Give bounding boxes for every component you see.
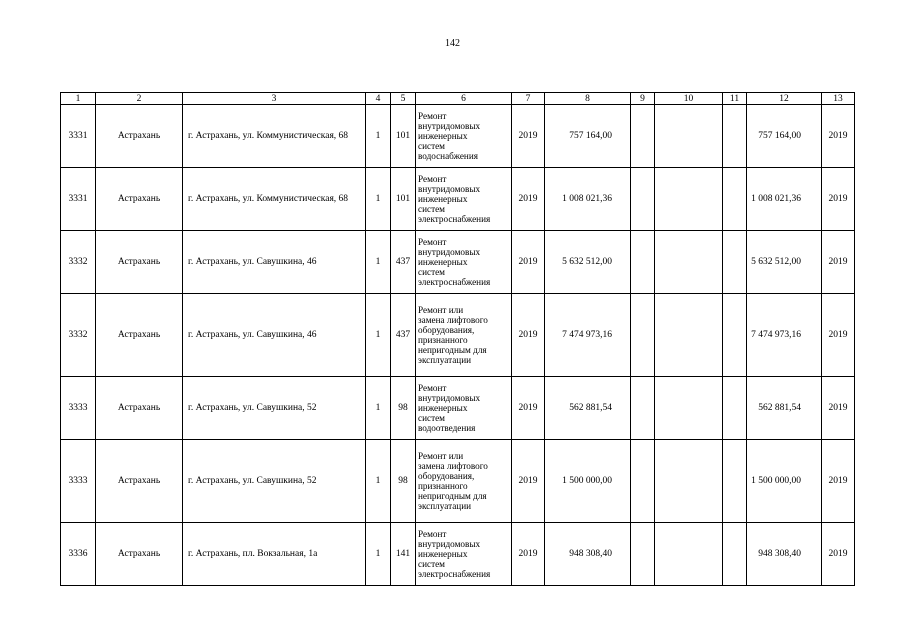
work-type-line: инженерных [418,257,468,267]
col4-cell: 1 [366,440,391,523]
col9-cell [631,523,655,586]
col11-cell [723,294,747,377]
year-end-cell: 2019 [822,168,855,231]
work-type-line: систем [418,204,445,214]
year-cell: 2019 [512,377,545,440]
year-end-cell: 2019 [822,294,855,377]
municipality-cell: Астрахань [96,377,183,440]
col10-cell [655,440,723,523]
col9-cell [631,105,655,168]
work-type-line: инженерных [418,194,468,204]
house-id-cell: 3332 [61,294,96,377]
work-type-line: эксплуатации [418,355,472,365]
column-header: 3 [183,93,366,105]
municipality-cell: Астрахань [96,294,183,377]
work-type-line: инженерных [418,131,468,141]
work-type-line: признанного [418,481,468,491]
col9-cell [631,294,655,377]
col5-cell: 437 [391,294,416,377]
col10-cell [655,168,723,231]
work-type-line: водоотведения [418,423,476,433]
year-end-cell: 2019 [822,231,855,294]
col4-cell: 1 [366,294,391,377]
work-type-line: внутридомовых [418,539,481,549]
total-cost-cell: 7 474 973,16 [747,294,822,377]
cost-cell: 562 881,54 [545,377,631,440]
column-header: 7 [512,93,545,105]
house-id-cell: 3336 [61,523,96,586]
year-end-cell: 2019 [822,105,855,168]
work-type-line: электроснабжения [418,569,491,579]
cost-cell: 757 164,00 [545,105,631,168]
work-type-cell [416,440,512,523]
table-row [61,231,855,294]
repair-program-table [60,92,855,586]
column-header: 5 [391,93,416,105]
work-type-line: признанного [418,335,468,345]
municipality-cell: Астрахань [96,231,183,294]
total-cost-cell: 948 308,40 [747,523,822,586]
work-type-line: инженерных [418,549,468,559]
total-cost-cell: 757 164,00 [747,105,822,168]
total-cost-cell: 5 632 512,00 [747,231,822,294]
work-type-line: инженерных [418,403,468,413]
municipality-cell: Астрахань [96,523,183,586]
work-type-line: электроснабжения [418,214,491,224]
total-cost-cell: 1 500 000,00 [747,440,822,523]
cost-cell: 948 308,40 [545,523,631,586]
col10-cell [655,105,723,168]
work-type-line: Ремонт [418,174,447,184]
col11-cell [723,231,747,294]
page-number: 142 [445,38,460,49]
house-id-cell: 3333 [61,377,96,440]
year-cell: 2019 [512,168,545,231]
column-number-row [61,93,855,105]
work-type-line: эксплуатации [418,501,472,511]
column-header: 6 [416,93,512,105]
work-type-line: оборудования, [418,325,475,335]
col11-cell [723,168,747,231]
address-cell: г. Астрахань, ул. Савушкина, 46 [183,231,366,294]
col5-cell: 101 [391,168,416,231]
col11-cell [723,105,747,168]
work-type-line: оборудования, [418,471,475,481]
work-type-line: непригодным для [418,345,487,355]
table-row [61,523,855,586]
col5-cell: 141 [391,523,416,586]
house-id-cell: 3331 [61,105,96,168]
col5-cell: 98 [391,440,416,523]
address-cell: г. Астрахань, ул. Савушкина, 52 [183,377,366,440]
col10-cell [655,294,723,377]
work-type-cell [416,105,512,168]
municipality-cell: Астрахань [96,168,183,231]
col10-cell [655,377,723,440]
col11-cell [723,523,747,586]
address-cell: г. Астрахань, ул. Коммунистическая, 68 [183,168,366,231]
house-id-cell: 3331 [61,168,96,231]
address-cell: г. Астрахань, ул. Коммунистическая, 68 [183,105,366,168]
col4-cell: 1 [366,105,391,168]
work-type-cell [416,294,512,377]
house-id-cell: 3333 [61,440,96,523]
col4-cell: 1 [366,168,391,231]
col9-cell [631,231,655,294]
work-type-line: внутридомовых [418,247,481,257]
work-type-line: Ремонт [418,529,447,539]
column-header: 4 [366,93,391,105]
house-id-cell: 3332 [61,231,96,294]
table-row [61,440,855,523]
work-type-line: электроснабжения [418,277,491,287]
work-type-line: водоснабжения [418,151,478,161]
work-type-line: Ремонт или [418,451,464,461]
col11-cell [723,440,747,523]
col10-cell [655,523,723,586]
column-header: 11 [723,93,747,105]
year-cell: 2019 [512,105,545,168]
work-type-line: внутридомовых [418,393,481,403]
work-type-line: систем [418,141,445,151]
col4-cell: 1 [366,231,391,294]
table-row [61,168,855,231]
cost-cell: 1 008 021,36 [545,168,631,231]
cost-cell: 5 632 512,00 [545,231,631,294]
total-cost-cell: 1 008 021,36 [747,168,822,231]
work-type-cell [416,377,512,440]
address-cell: г. Астрахань, ул. Савушкина, 52 [183,440,366,523]
work-type-cell [416,231,512,294]
work-type-line: внутридомовых [418,121,481,131]
year-end-cell: 2019 [822,523,855,586]
work-type-line: непригодным для [418,491,487,501]
work-type-line: систем [418,559,445,569]
work-type-line: Ремонт или [418,305,464,315]
table-row [61,377,855,440]
year-cell: 2019 [512,523,545,586]
col5-cell: 101 [391,105,416,168]
cost-cell: 1 500 000,00 [545,440,631,523]
table-row [61,105,855,168]
column-header: 9 [631,93,655,105]
address-cell: г. Астрахань, ул. Савушкина, 46 [183,294,366,377]
address-cell: г. Астрахань, пл. Вокзальная, 1а [183,523,366,586]
total-cost-cell: 562 881,54 [747,377,822,440]
col5-cell: 437 [391,231,416,294]
work-type-line: замена лифтового [418,315,488,325]
cost-cell: 7 474 973,16 [545,294,631,377]
work-type-line: замена лифтового [418,461,488,471]
year-end-cell: 2019 [822,377,855,440]
col5-cell: 98 [391,377,416,440]
year-cell: 2019 [512,440,545,523]
col4-cell: 1 [366,523,391,586]
col9-cell [631,440,655,523]
col9-cell [631,168,655,231]
work-type-line: Ремонт [418,237,447,247]
table-row [61,294,855,377]
column-header: 2 [96,93,183,105]
work-type-line: Ремонт [418,383,447,393]
municipality-cell: Астрахань [96,440,183,523]
work-type-line: систем [418,267,445,277]
column-header: 1 [61,93,96,105]
municipality-cell: Астрахань [96,105,183,168]
year-cell: 2019 [512,294,545,377]
col9-cell [631,377,655,440]
work-type-cell [416,168,512,231]
work-type-line: Ремонт [418,111,447,121]
year-end-cell: 2019 [822,440,855,523]
column-header: 13 [822,93,855,105]
column-header: 12 [747,93,822,105]
work-type-line: внутридомовых [418,184,481,194]
year-cell: 2019 [512,231,545,294]
col4-cell: 1 [366,377,391,440]
column-header: 10 [655,93,723,105]
col10-cell [655,231,723,294]
work-type-cell [416,523,512,586]
col11-cell [723,377,747,440]
work-type-line: систем [418,413,445,423]
column-header: 8 [545,93,631,105]
